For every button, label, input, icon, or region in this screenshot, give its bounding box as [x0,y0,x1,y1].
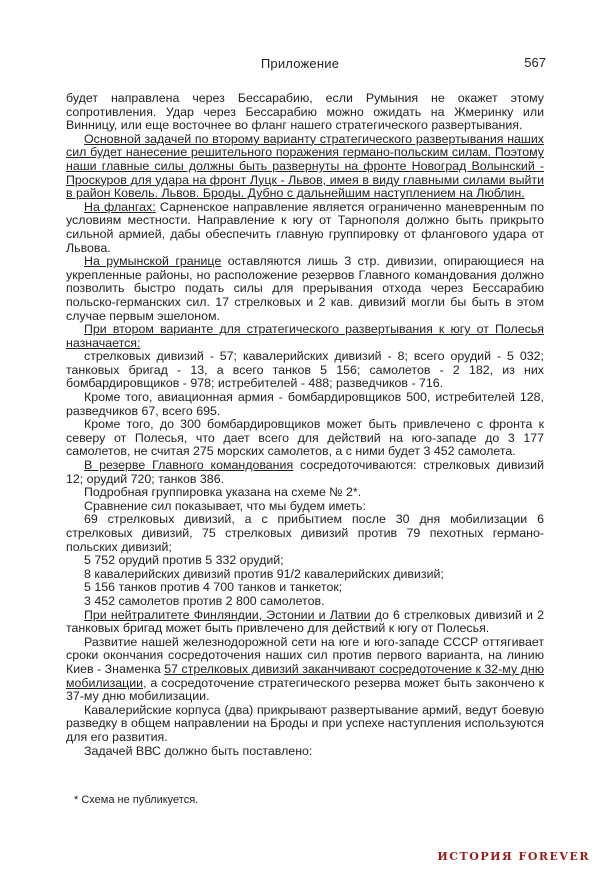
paragraph [66,745,544,759]
text-run: Задачей ВВС должно быть поставлено: [84,743,313,758]
paragraph [66,704,544,745]
text-run: будет направлена через Бессарабию, если Румыния не окажет этому сопротивления. Удар через Бессарабию можно ожидать на Жмеринку или Винницу, или еще восточнее во фланг нашего стратегического развертывания. [66,91,544,133]
underlined-text: При втором варианте для стратегического развертывания к югу от Полесья назначается: [66,322,544,350]
text-run: Подробная группировка указана на схеме № 2*. [84,485,362,500]
text-run: Сарненское направление является ограниченно маневренным по условиям местности. Направление к югу от Тарнополя должно быть прикрыто сильной армией, дабы обеспечить главную группировку от флангового удара от Львова. [66,199,544,255]
text-run: а сосредоточение стратегического резерва может быть закончено к 37-му дню мобилизации. [66,675,544,704]
paragraph [66,201,544,255]
text-run: Кроме того, до 300 бомбардировщиков может быть привлечено с фронта к северу от Полесья, что дает всего для действий на юго-западе до 3 177 самолетов, не считая 275 морских самолетов, а с ними будет 3 452 самолета. [66,417,544,459]
underlined-text: Основной задачей по второму варианту стратегического развертывания наших сил будет нанесение решительного поражения германо-польским силам. Поэтому наши главные силы должны быть развернуты на фронте Новоград Волынский - Проскуров для удара на фронт Луцк - Львов, имея в виду главными силами выйти в район Ковель. Львов. Броды. Дубно с дальнейшим наступлением на Люблин. [66,131,544,201]
paragraph [66,568,544,582]
paragraph [66,133,544,201]
text-run: сосредоточиваются: стрелковых дивизий 12; орудий 720; танков 386. [66,458,544,486]
paragraph [66,500,544,514]
text-run: до 6 стрелковых дивизий и 2 танковых бригад может быть привлечено для действий к югу от Полесья. [66,607,545,636]
paragraph [66,418,544,459]
text-run: 3 452 самолетов против 2 800 самолетов. [84,593,325,608]
underlined-text: 57 стрелковых дивизий заканчивают сосредоточение к 32-му дню мобилизации, [66,661,544,690]
paragraph [66,513,544,554]
text-run: 8 кавалерийских дивизий против 91/2 кавалерийских дивизий; [84,566,444,581]
underlined-text: На флангах: [84,199,156,214]
paragraph [66,636,544,704]
paragraph [66,350,544,391]
paragraph [66,554,544,568]
underlined-text: При нейтралитете Финляндии, Эстонии и Латвии [84,607,371,622]
text-run: Развитие нашей железнодорожной сети на юге и юго-западе СССР оттягивает сроки окончания сосредоточения наших сил против первого варианта, на линию Киев - Знаменка [66,634,544,676]
page-number: 567 [524,55,546,70]
text-run: Сравнение сил показывает, что мы будем иметь: [84,498,366,513]
paragraph [66,255,544,323]
document-body [66,92,544,758]
paragraph [66,581,544,595]
underlined-text: В резерве Главного командования [84,458,294,473]
running-header: Приложение [260,56,340,71]
text-run: оставляются лишь 3 стр. дивизии, опирающиеся на укрепленные районы, но расположение резервов Главного командования должно позволить быстро подать силы для прерывания отхода через Бессарабию польско-германских сил. 17 стрелковых и 2 кав. дивизий могли бы быть в этом случае первым эшелоном. [66,254,544,323]
paragraph [66,92,544,133]
text-run: 5 156 танков против 4 700 танков и танкеток; [84,580,343,595]
paragraph [66,609,544,636]
paragraph [66,486,544,500]
text-run: 5 752 орудий против 5 332 орудий; [84,553,284,568]
paragraph [66,323,544,350]
text-run: Кавалерийские корпуса (два) прикрывают развертывание армий, ведут боевую разведку в общем направлении на Броды и при успехе наступления используются для его развития. [66,702,544,744]
text-run: 69 стрелковых дивизий, а с прибытием после 30 дня мобилизации 6 стрелковых дивизий, 75 стрелковых дивизий против 79 пехотных германо-польских дивизий; [66,512,544,554]
paragraph [66,595,544,609]
paragraph [66,391,544,418]
underlined-text: На румынской границе [84,254,222,269]
text-run: Кроме того, авиационная армия - бомбардировщиков 500, истребителей 128, разведчиков 67, всего 695. [66,390,544,418]
watermark-logo: ИСТОРИЯ FOREVER [437,850,590,863]
paragraph [66,459,544,486]
text-run: стрелковых дивизий - 57; кавалерийских дивизий - 8; всего орудий - 5 032; танковых бригад - 13, а всего танков 5 156; самолетов - 2 182, из них бомбардировщиков - 978; истребителей - 488; разведчиков - 716. [66,349,544,391]
footnote: * Схема не публикуется. [74,794,199,806]
